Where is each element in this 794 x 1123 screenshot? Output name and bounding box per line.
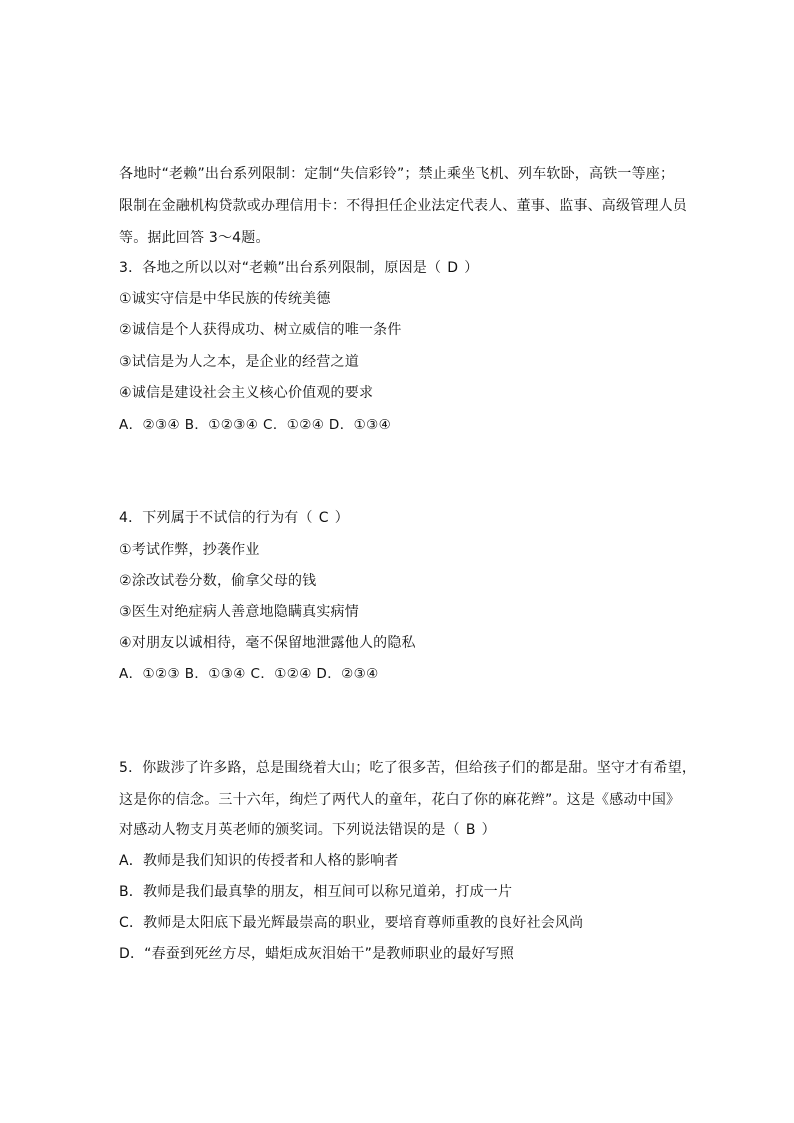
question-4-option-2: ②涂改试卷分数，偷拿父母的钱 — [119, 573, 317, 589]
question-4-stem-close: ） — [334, 510, 349, 526]
intro-line-1: 各地时“老赖”出台系列限制：定制“失信彩铃”；禁止乘坐飞机、列车软卧，高铁一等座； — [119, 166, 675, 182]
question-4-option-4: ④对朋友以诚相待，毫不保留地泄露他人的隐私 — [119, 635, 416, 651]
question-4-option-1: ①考试作弊，抄袭作业 — [119, 542, 260, 558]
question-5-option-d: D．“春蚕到死丝方尽，蜡炬成灰泪始干”是教师职业的最好写照 — [119, 946, 515, 962]
question-4-answer: C — [318, 510, 329, 526]
question-5-answer: B — [465, 822, 476, 838]
intro-line-3: 等。据此回答 3～4题。 — [119, 230, 270, 246]
question-5-line-1: 5．你跋涉了许多路，总是围绕着大山；吃了很多苦，但给孩子们的都是甜。坚守才有希望， — [119, 760, 697, 776]
question-5-option-a: A．教师是我们知识的传授者和人格的影响者 — [119, 853, 399, 869]
question-3-stem — [119, 258, 719, 278]
question-3-option-3: ③试信是为人之本，是企业的经营之道 — [119, 354, 359, 370]
question-3-stem-close: ） — [464, 260, 479, 276]
question-4-stem-text: 4．下列属于不试信的行为有（ — [119, 510, 313, 526]
question-5-option-c: C．教师是太阳底下最光辉最崇高的职业，要培育尊师重教的良好社会风尚 — [119, 915, 584, 931]
question-3-option-2: ②诚信是个人获得成功、树立威信的唯一条件 — [119, 322, 402, 338]
question-5-line-3 — [119, 820, 719, 840]
question-4-option-3: ③医生对绝症病人善意地隐瞒真实病情 — [119, 604, 359, 620]
question-3-stem-text: 3．各地之所以以对“老赖”出台系列限制，原因是（ — [119, 260, 442, 276]
question-5-stem-text: 对感动人物支月英老师的颁奖词。下列说法错误的是（ — [119, 822, 460, 838]
question-5-line-2: 这是你的信念。三十六年，绚烂了两代人的童年，花白了你的麻花辫”。这是《感动中国》 — [119, 792, 681, 808]
question-5-option-b: B．教师是我们最真挚的朋友，相互间可以称兄道弟，打成一片 — [119, 884, 513, 900]
intro-line-2: 限制在金融机构贷款或办理信用卡：不得担任企业法定代表人、董事、监事、高级管理人员 — [119, 198, 687, 214]
question-3-answer: D — [447, 260, 459, 276]
question-5-stem-close: ） — [481, 822, 496, 838]
question-4-choices: A．①②③ B．①③④ C．①②④ D．②③④ — [119, 666, 379, 682]
question-4-stem — [119, 508, 719, 528]
question-3-option-1: ①诚实守信是中华民族的传统美德 — [119, 291, 331, 307]
question-3-option-4: ④诚信是建设社会主义核心价值观的要求 — [119, 385, 374, 401]
question-3-choices: A．②③④ B．①②③④ C．①②④ D．①③④ — [119, 417, 392, 433]
